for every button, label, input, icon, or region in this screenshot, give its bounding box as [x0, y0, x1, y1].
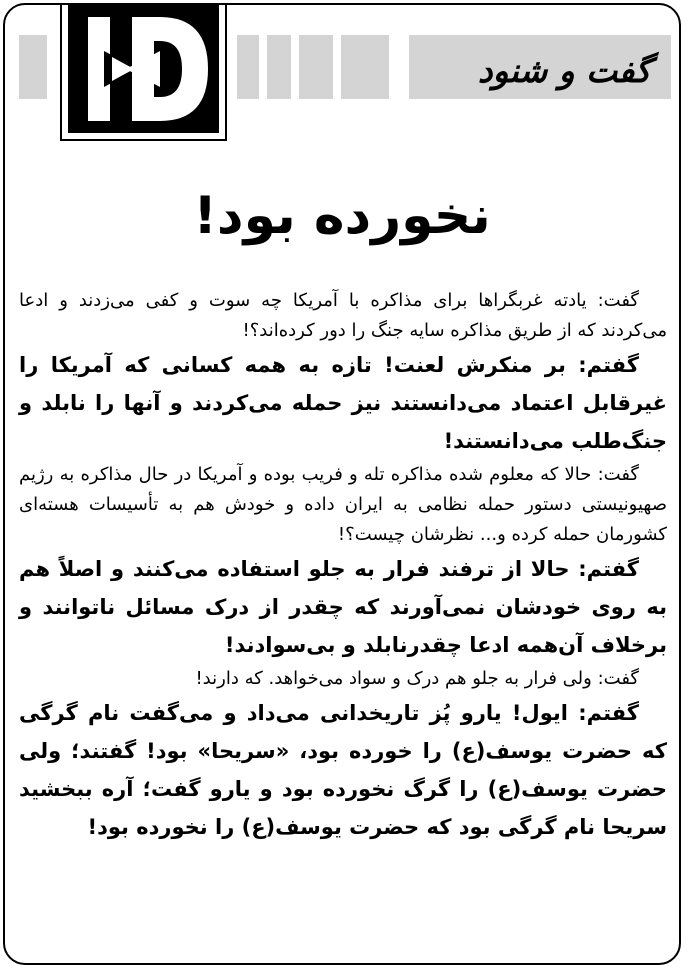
header-bar: [299, 35, 333, 99]
question-paragraph: گفت: یادته غربگراها برای مذاکره با آمریکا چه سوت و کفی می‌زدند و ادعا می‌کردند که از طریق مذاکره سایه جنگ را دور کرده‌اند؟!: [19, 290, 667, 341]
column-title: گفت و شنود: [477, 51, 651, 90]
logo-graphic: [68, 5, 219, 133]
logo-icon: [68, 5, 219, 133]
answer-paragraph: گفتم: ایول! یارو پُز تاریخدانی می‌داد و می‌گفت نام گرگی که حضرت یوسف(ع) را خورده بود، «سریحا» بود! گفتند؛ ولی حضرت یوسف(ع) را گرگ نخورده بود و یارو گفت؛ آره ببخشید سریحا نام گرگی بود که حضرت یوسف(ع) را نخورده بود!: [19, 701, 667, 839]
answer-paragraph: گفتم: بر منکرش لعنت! تازه به همه کسانی که آمریکا را غیرقابل اعتماد می‌دانستند نیز حمله می‌کردند و آنها را نابلد و جنگ‌طلب می‌دانستند!: [19, 353, 667, 453]
column-logo: [60, 5, 227, 141]
header-bar: [19, 35, 47, 99]
header-bar: [341, 35, 389, 99]
header-bar: [237, 35, 259, 99]
article-frame: [3, 3, 681, 965]
headline: نخورده بود!: [193, 186, 491, 246]
answer-paragraph: گفتم: حالا از ترفند فرار به جلو استفاده می‌کنند و اصلاً هم به روی خودشان نمی‌آورند که چقدر از درک مسائل ناتوانند و برخلاف آن‌همه ادعا چقدرنابلد و بی‌سوادند!: [19, 557, 667, 657]
header-bar: [267, 35, 291, 99]
question-paragraph: گفت: حالا که معلوم شده مذاکره تله و فریب بوده و آمریکا در حال مذاکره به رژیم صهیونیستی دستور حمله نظامی به ایران داده و خودش هم به تأسیسات هسته‌ای کشورمان حمله کرده و... نظرشان چیست؟!: [19, 464, 667, 545]
question-paragraph: گفت: ولی فرار به جلو هم درک و سواد می‌خواهد. که دارند!: [195, 668, 639, 689]
article-body: [19, 286, 667, 846]
